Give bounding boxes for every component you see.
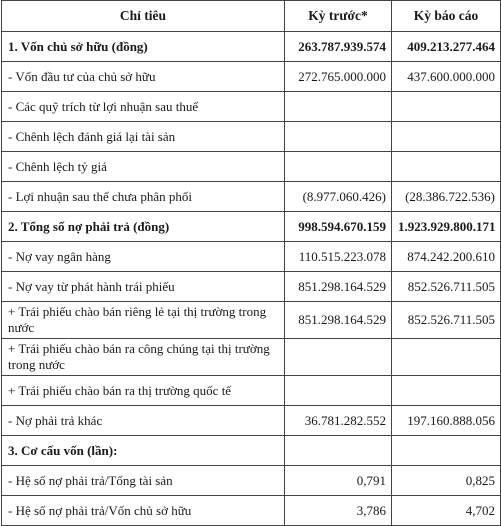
row-reporting-value <box>392 122 501 152</box>
capital-structure-table <box>1 0 501 526</box>
header-reporting-period: Kỳ báo cáo <box>392 1 501 32</box>
row-reporting-value: 409.213.277.464 <box>392 32 501 62</box>
table-row <box>2 496 501 526</box>
row-previous-value <box>285 436 392 466</box>
row-previous-value: 0,791 <box>285 466 392 496</box>
row-label: - Lợi nhuận sau thế chưa phân phối <box>2 182 285 212</box>
row-previous-value: 263.787.939.574 <box>285 32 392 62</box>
row-reporting-value: 437.600.000.000 <box>392 62 501 92</box>
row-previous-value <box>285 152 392 182</box>
row-reporting-value: 4,702 <box>392 496 501 526</box>
row-previous-value <box>285 122 392 152</box>
row-reporting-value <box>392 339 501 376</box>
row-reporting-value <box>392 92 501 122</box>
row-label: - Nợ phải trả khác <box>2 406 285 436</box>
table-row <box>2 242 501 272</box>
table-body <box>2 32 501 526</box>
row-reporting-value: 874.242.200.610 <box>392 242 501 272</box>
row-previous-value: (8.977.060.426) <box>285 182 392 212</box>
row-label: 3. Cơ cấu vốn (lần): <box>2 436 285 466</box>
table-row <box>2 302 501 339</box>
row-reporting-value: (28.386.722.536) <box>392 182 501 212</box>
row-previous-value: 3,786 <box>285 496 392 526</box>
row-label: - Chênh lệch tỷ giá <box>2 152 285 182</box>
table-row <box>2 182 501 212</box>
row-label: - Chênh lệch đánh giá lại tài sản <box>2 122 285 152</box>
row-previous-value <box>285 92 392 122</box>
row-label: + Trái phiếu chào bán ra thị trường quốc tế <box>2 376 285 406</box>
table-row <box>2 212 501 242</box>
row-reporting-value <box>392 376 501 406</box>
row-label: - Nợ vay ngân hàng <box>2 242 285 272</box>
row-previous-value <box>285 376 392 406</box>
row-reporting-value: 852.526.711.505 <box>392 302 501 339</box>
table-row <box>2 122 501 152</box>
row-reporting-value: 0,825 <box>392 466 501 496</box>
table-row <box>2 466 501 496</box>
header-indicator: Chỉ tiêu <box>2 1 285 32</box>
table-row <box>2 272 501 302</box>
table-row <box>2 406 501 436</box>
row-previous-value: 110.515.223.078 <box>285 242 392 272</box>
row-previous-value: 998.594.670.159 <box>285 212 392 242</box>
table-row <box>2 436 501 466</box>
row-label: + Trái phiếu chào bán riêng lẻ tại thị trường trong nước <box>2 302 285 339</box>
table-row <box>2 32 501 62</box>
row-label: - Hệ số nợ phải trả/Vốn chủ sở hữu <box>2 496 285 526</box>
table-row <box>2 339 501 376</box>
table-header-row <box>2 1 501 32</box>
row-label: - Các quỹ trích từ lợi nhuận sau thuế <box>2 92 285 122</box>
row-previous-value: 272.765.000.000 <box>285 62 392 92</box>
row-label: 2. Tổng số nợ phải trả (đồng) <box>2 212 285 242</box>
row-label: 1. Vốn chủ sở hữu (đồng) <box>2 32 285 62</box>
row-previous-value: 851.298.164.529 <box>285 302 392 339</box>
row-reporting-value: 852.526.711.505 <box>392 272 501 302</box>
row-reporting-value: 1.923.929.800.171 <box>392 212 501 242</box>
header-previous-period: Kỳ trước* <box>285 1 392 32</box>
table-row <box>2 376 501 406</box>
row-previous-value <box>285 339 392 376</box>
row-previous-value: 36.781.282.552 <box>285 406 392 436</box>
table-row <box>2 92 501 122</box>
table-row <box>2 152 501 182</box>
table-row <box>2 62 501 92</box>
row-reporting-value <box>392 436 501 466</box>
row-label: + Trái phiếu chào bán ra công chúng tại thị trường trong nước <box>2 339 285 376</box>
row-label: - Vốn đầu tư của chủ sở hữu <box>2 62 285 92</box>
row-reporting-value <box>392 152 501 182</box>
row-label: - Nợ vay từ phát hành trái phiếu <box>2 272 285 302</box>
row-reporting-value: 197.160.888.056 <box>392 406 501 436</box>
row-previous-value: 851.298.164.529 <box>285 272 392 302</box>
row-label: - Hệ số nợ phải trả/Tổng tài sản <box>2 466 285 496</box>
